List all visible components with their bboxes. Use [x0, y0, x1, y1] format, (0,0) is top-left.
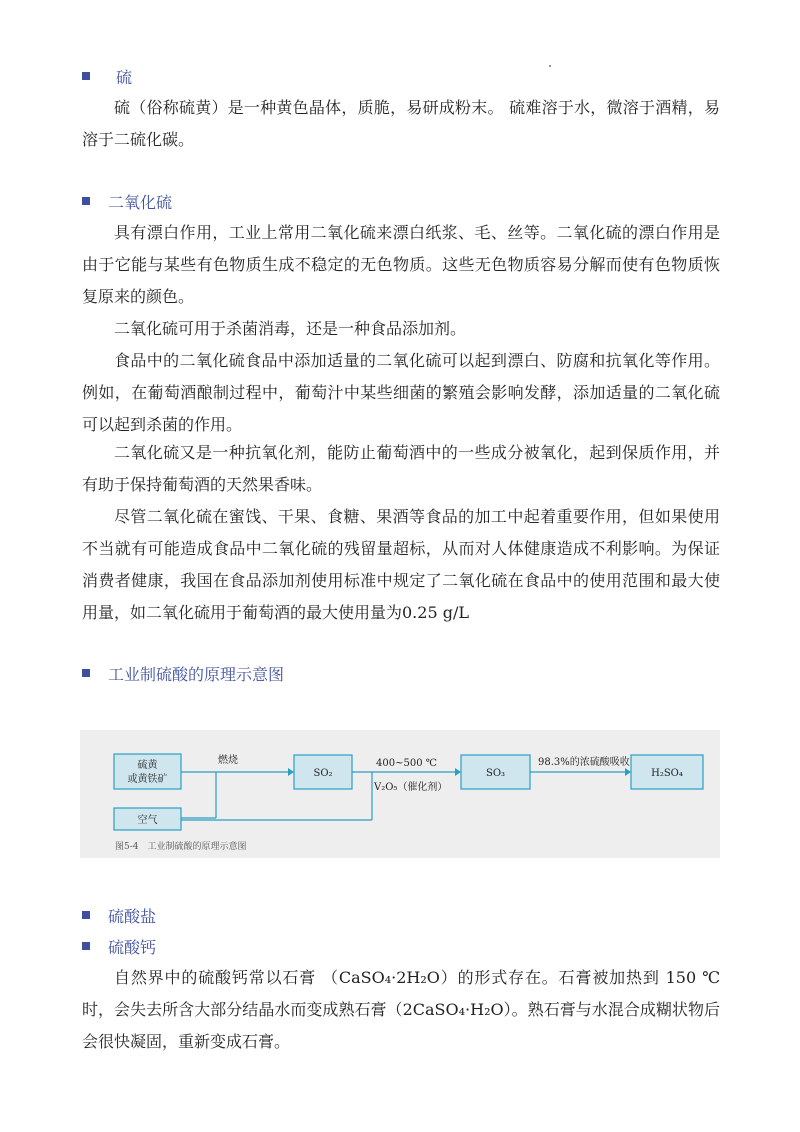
box-raw-material-line1: 硫黄: [137, 760, 158, 771]
label-temperature: 400~500 ℃: [376, 758, 437, 769]
heading-so2: [82, 189, 172, 213]
label-catalyst: V₂O₅（催化剂）: [374, 782, 448, 793]
square-bullet-icon: [82, 72, 90, 80]
paragraph-so2-limits: 尽管二氧化硫在蜜饯、干果、食糖、果酒等食品的加工中起着重要作用，但如果使用不当就有可能造成食品中二氧化硫的残留量超标，从而对人体健康造成不利影响。为保证消费者健康，我国在食品添加剂使用标准中规定了二氧化硫在食品中的使用范围和最大使用量，如二氧化硫用于葡萄酒的最大使用量为0.25 g/L: [82, 507, 720, 622]
paragraph-so2-disinfect: 二氧化硫可用于杀菌消毒，还是一种食品添加剂。: [114, 319, 467, 338]
heading-sulfates-text: 硫酸盐: [108, 906, 157, 926]
heading-calcium-sulfate-text: 硫酸钙: [108, 937, 157, 957]
square-bullet-icon: [82, 669, 90, 677]
box-so2-label: SO₂: [313, 768, 333, 779]
figure-caption: 图5-4 工业制硫酸的原理示意图: [115, 842, 247, 852]
heading-process-text: 工业制硫酸的原理示意图: [108, 664, 285, 684]
process-diagram: [80, 730, 720, 858]
box-air-label: 空气: [137, 815, 158, 826]
label-absorb: 98.3%的浓硫酸吸收: [538, 757, 630, 768]
heading-calcium-sulfate: [82, 934, 156, 958]
arrow-raw-to-so2-icon: [288, 768, 294, 776]
label-burn: 燃烧: [218, 755, 238, 766]
arrow-so2-to-so3-icon: [455, 768, 461, 776]
paragraph-so2-bleaching: 具有漂白作用，工业上常用二氧化硫来漂白纸浆、毛、丝等。二氧化硫的漂白作用是由于它能与某些有色物质生成不稳定的无色物质。这些无色物质容易分解而使有色物质恢复原来的颜色。: [82, 223, 720, 306]
heading-sulfates: [82, 903, 156, 927]
box-raw-material-line2: 或黄铁矿: [127, 774, 168, 785]
square-bullet-icon: [82, 197, 90, 205]
sulfuric-acid-process-figure: [80, 730, 720, 858]
paragraph-so2-food: 食品中的二氧化硫食品中添加适量的二氧化硫可以起到漂白、防腐和抗氧化等作用。例如，在葡萄酒酿制过程中，葡萄汁中某些细菌的繁殖会影响发酵，添加适量的二氧化硫可以起到杀菌的作用。: [82, 351, 720, 434]
box-so3-label: SO₃: [485, 768, 506, 779]
heading-sulfur-text: 硫: [116, 67, 133, 87]
square-bullet-icon: [82, 942, 90, 950]
paragraph-so2-antioxidant: 二氧化硫又是一种抗氧化剂，能防止葡萄酒中的一些成分被氧化，起到保质作用，并有助于保持葡萄酒的天然果香味。: [82, 443, 720, 494]
heading-sulfur: [82, 64, 132, 88]
arrow-so3-to-h2so4-icon: [625, 768, 631, 776]
paragraph-calcium-sulfate: 自然界中的硫酸钙常以石膏 （CaSO₄·2H₂O）的形式存在。石膏被加热到 150 ℃时，会失去所含大部分结晶水而变成熟石膏（2CaSO₄·H₂O）。熟石膏与水混合成糊状物后会很快凝固，重新变成石膏。: [82, 968, 720, 1051]
square-bullet-icon: [82, 911, 90, 919]
heading-so2-text: 二氧化硫: [108, 192, 173, 212]
box-h2so4-label: H₂SO₄: [651, 768, 683, 779]
paragraph-sulfur: 硫（俗称硫黄）是一种黄色晶体，质脆，易研成粉末。 硫难溶于水，微溶于酒精，易溶于二硫化碳。: [82, 98, 720, 149]
scan-speck: [549, 65, 551, 67]
heading-process: [82, 661, 284, 685]
